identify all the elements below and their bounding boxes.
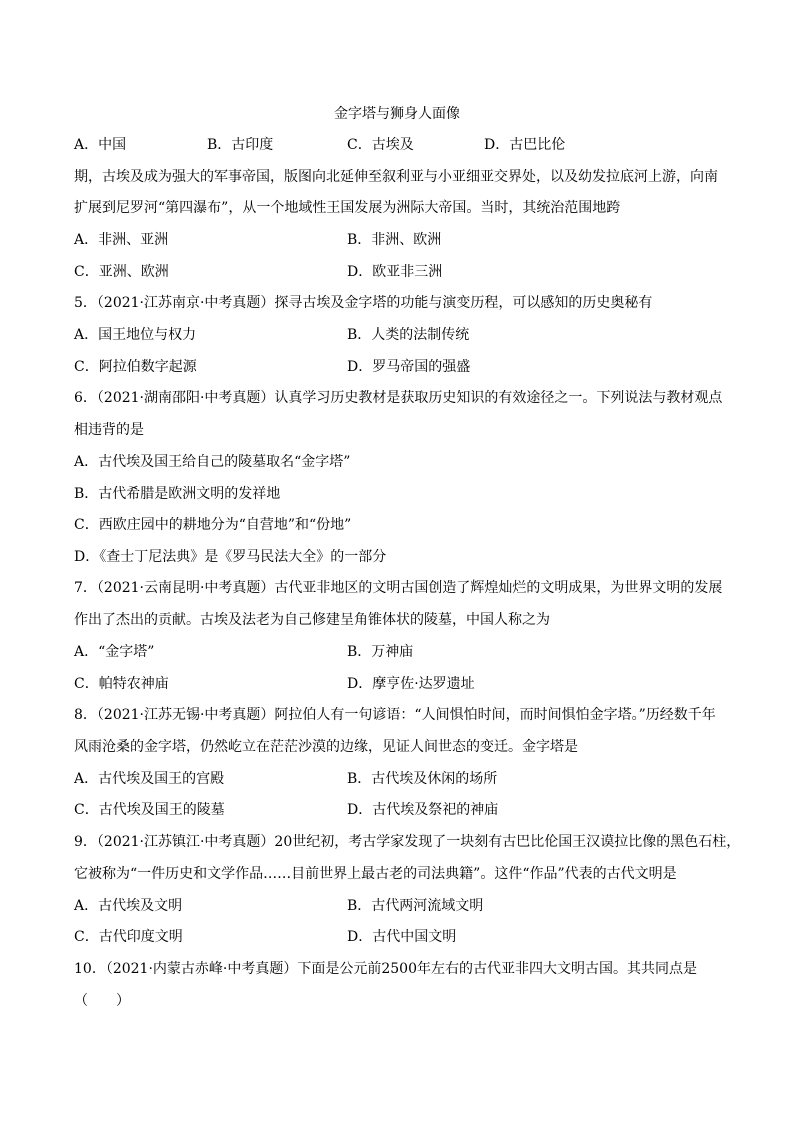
option-b: B．古印度 xyxy=(207,137,274,153)
option-d: D．古代埃及祭祀的神庙 xyxy=(347,802,499,818)
option-b: B．古代埃及休闲的场所 xyxy=(347,771,498,787)
question-text: 作出了杰出的贡献。古埃及法老为自己修建呈角锥体状的陵墓，中国人称之为 xyxy=(74,612,550,628)
option-c: C．古代印度文明 xyxy=(74,929,183,945)
option-b: B．非洲、欧洲 xyxy=(347,232,442,248)
option-c: C．帕特农神庙 xyxy=(74,676,169,692)
option-d: D．摩亨佐·达罗遗址 xyxy=(347,676,475,692)
option-b: B．古代两河流域文明 xyxy=(347,898,484,914)
option-d: D．欧亚非三洲 xyxy=(347,264,443,280)
question-text: 7．（2021·云南昆明·中考真题）古代亚非地区的文明古国创造了辉煌灿烂的文明成果，为世界文明的发展 xyxy=(74,580,723,596)
option-a: A．非洲、亚洲 xyxy=(74,232,169,248)
option-d: D．古巴比伦 xyxy=(484,137,566,153)
question-text: 8．（2021·江苏无锡·中考真题）阿拉伯人有一句谚语：“人间惧怕时间，而时间惧怕金字塔。”历经数千年 xyxy=(74,707,716,723)
option-c: C．西欧庄园中的耕地分为“自营地”和“份地” xyxy=(74,517,352,533)
option-c: C．古代埃及国王的陵墓 xyxy=(74,802,225,818)
answer-blank: （ ） xyxy=(74,993,130,1009)
option-a: A．中国 xyxy=(74,137,127,153)
question-text: 9．（2021·江苏镇江·中考真题）20世纪初，考古学家发现了一块刻有古巴比伦国王汉谟拉比像的黑色石柱， xyxy=(74,834,741,850)
option-b: B．万神庙 xyxy=(347,644,414,660)
question-text: 风雨沧桑的金字塔，仍然屹立在茫茫沙漠的边缘，见证人间世态的变迁。金字塔是 xyxy=(74,739,578,755)
option-c: C．阿拉伯数字起源 xyxy=(74,359,197,375)
option-a: A．古代埃及文明 xyxy=(74,898,183,914)
option-b: B．古代希腊是欧洲文明的发祥地 xyxy=(74,486,281,502)
question-text: 6．（2021·湖南邵阳·中考真题）认真学习历史教材是获取历史知识的有效途径之一。下列说法与教材观点 xyxy=(74,390,723,406)
option-d: D．罗马帝国的强盛 xyxy=(347,359,471,375)
option-c: C．亚洲、欧洲 xyxy=(74,264,169,280)
figure-caption: 金字塔与狮身人面像 xyxy=(334,106,460,122)
option-a: A．古代埃及国王的宫殿 xyxy=(74,771,225,787)
option-a: A．古代埃及国王给自己的陵墓取名“金字塔” xyxy=(74,454,351,470)
option-c: C．古埃及 xyxy=(347,137,414,153)
question-text: 扩展到尼罗河“第四瀑布”，从一个地域性王国发展为洲际大帝国。当时，其统治范围地跨 xyxy=(74,200,621,216)
option-a: A．“金字塔” xyxy=(74,644,155,660)
option-d: D．《查士丁尼法典》是《罗马民法大全》的一部分 xyxy=(74,549,387,565)
question-text: 相违背的是 xyxy=(74,422,144,438)
question-text: 5．（2021·江苏南京·中考真题）探寻古埃及金字塔的功能与演变历程，可以感知的历史奥秘有 xyxy=(74,295,653,311)
option-a: A．国王地位与权力 xyxy=(74,327,197,343)
question-text: 10．（2021·内蒙古赤峰·中考真题）下面是公元前2500年左右的古代亚非四大文明古国。其共同点是 xyxy=(74,961,697,977)
option-d: D．古代中国文明 xyxy=(347,929,457,945)
question-text: 它被称为“一件历史和文学作品……目前世界上最古老的司法典籍”。这件“作品”代表的古代文明是 xyxy=(74,866,677,882)
question-text: 期，古埃及成为强大的军事帝国，版图向北延伸至叙利亚与小亚细亚交界处，以及幼发拉底河上游，向南 xyxy=(74,169,718,185)
option-b: B．人类的法制传统 xyxy=(347,327,470,343)
